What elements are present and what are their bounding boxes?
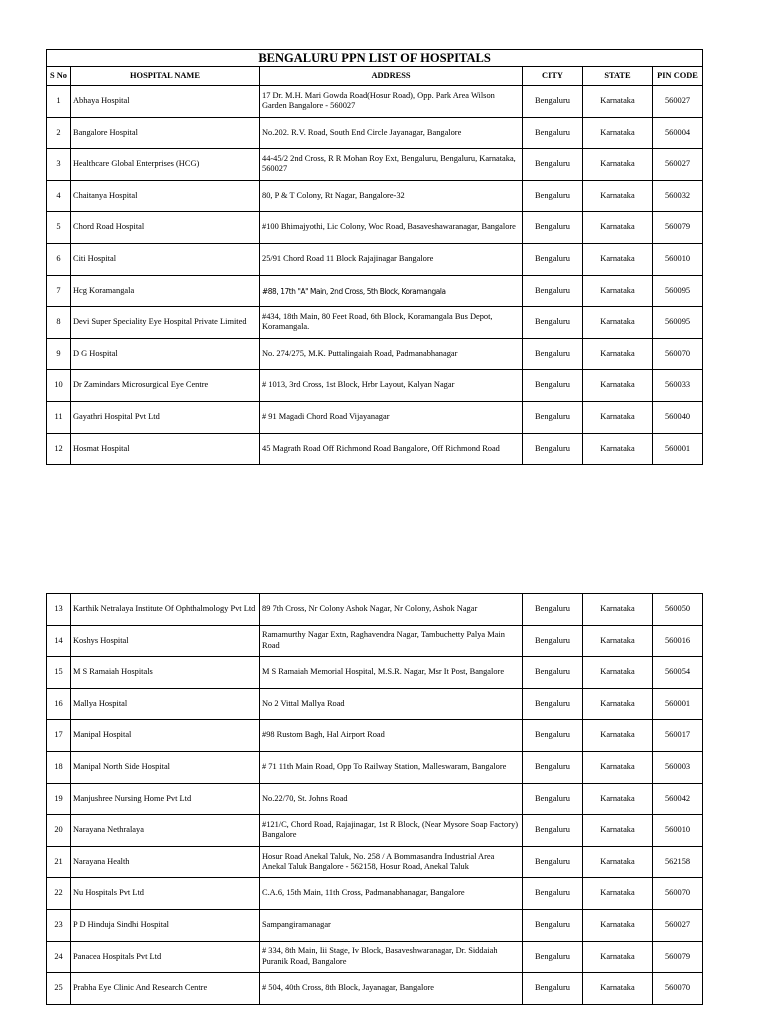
table-row xyxy=(47,625,703,657)
cell-hospital-name: Chord Road Hospital xyxy=(71,212,260,244)
cell-pin-code: 560001 xyxy=(653,433,703,465)
cell-city: Bengaluru xyxy=(523,657,583,689)
cell-state: Karnataka xyxy=(583,625,653,657)
cell-sno: 12 xyxy=(47,433,71,465)
cell-address: C.A.6, 15th Main, 11th Cross, Padmanabhanagar, Bangalore xyxy=(260,878,523,910)
cell-sno: 2 xyxy=(47,117,71,149)
cell-address: Ramamurthy Nagar Extn, Raghavendra Nagar, Tambuchetty Palya Main Road xyxy=(260,625,523,657)
cell-city: Bengaluru xyxy=(523,720,583,752)
cell-sno: 24 xyxy=(47,941,71,973)
cell-pin-code: 560040 xyxy=(653,401,703,433)
cell-pin-code: 560010 xyxy=(653,815,703,847)
cell-hospital-name: D G Hospital xyxy=(71,338,260,370)
cell-hospital-name: Mallya Hospital xyxy=(71,688,260,720)
cell-pin-code: 560050 xyxy=(653,594,703,626)
cell-pin-code: 560070 xyxy=(653,878,703,910)
cell-pin-code: 560004 xyxy=(653,117,703,149)
cell-address: No. 274/275, M.K. Puttalingaiah Road, Padmanabhanagar xyxy=(260,338,523,370)
cell-address: #121/C, Chord Road, Rajajinagar, 1st R Block, (Near Mysore Soap Factory) Bangalore xyxy=(260,815,523,847)
cell-address: 44-45/2 2nd Cross, R R Mohan Roy Ext, Bengaluru, Bengaluru, Karnataka, 560027 xyxy=(260,149,523,181)
cell-hospital-name: Dr Zamindars Microsurgical Eye Centre xyxy=(71,370,260,402)
cell-state: Karnataka xyxy=(583,688,653,720)
cell-hospital-name: Hcg Koramangala xyxy=(71,275,260,307)
cell-pin-code: 560032 xyxy=(653,180,703,212)
table-row xyxy=(47,338,703,370)
cell-address: # 91 Magadi Chord Road Vijayanagar xyxy=(260,401,523,433)
cell-state: Karnataka xyxy=(583,212,653,244)
table-row xyxy=(47,751,703,783)
col-header-address: ADDRESS xyxy=(260,67,523,86)
cell-city: Bengaluru xyxy=(523,212,583,244)
table-row xyxy=(47,815,703,847)
table-row xyxy=(47,878,703,910)
cell-address: M S Ramaiah Memorial Hospital, M.S.R. Nagar, Msr It Post, Bangalore xyxy=(260,657,523,689)
cell-pin-code: 560003 xyxy=(653,751,703,783)
cell-address: #100 Bhimajyothi, Lic Colony, Woc Road, Basaveshawaranagar, Bangalore xyxy=(260,212,523,244)
table-row xyxy=(47,720,703,752)
table-row xyxy=(47,180,703,212)
table-row xyxy=(47,783,703,815)
cell-pin-code: 560016 xyxy=(653,625,703,657)
cell-pin-code: 560027 xyxy=(653,86,703,118)
cell-sno: 17 xyxy=(47,720,71,752)
cell-address: 89 7th Cross, Nr Colony Ashok Nagar, Nr Colony, Ashok Nagar xyxy=(260,594,523,626)
cell-sno: 10 xyxy=(47,370,71,402)
cell-state: Karnataka xyxy=(583,149,653,181)
cell-address: #88, 17th "A" Main, 2nd Cross, 5th Block, Koramangala xyxy=(260,275,523,307)
cell-state: Karnataka xyxy=(583,815,653,847)
cell-address: No.22/70, St. Johns Road xyxy=(260,783,523,815)
cell-sno: 5 xyxy=(47,212,71,244)
table-row xyxy=(47,594,703,626)
cell-sno: 21 xyxy=(47,846,71,878)
col-header-city: CITY xyxy=(523,67,583,86)
cell-hospital-name: Citi Hospital xyxy=(71,243,260,275)
cell-state: Karnataka xyxy=(583,433,653,465)
cell-state: Karnataka xyxy=(583,86,653,118)
cell-address: No 2 Vittal Mallya Road xyxy=(260,688,523,720)
cell-sno: 14 xyxy=(47,625,71,657)
cell-city: Bengaluru xyxy=(523,783,583,815)
cell-hospital-name: Abhaya Hospital xyxy=(71,86,260,118)
cell-state: Karnataka xyxy=(583,401,653,433)
table-row xyxy=(47,433,703,465)
cell-state: Karnataka xyxy=(583,594,653,626)
cell-address: # 71 11th Main Road, Opp To Railway Station, Malleswaram, Bangalore xyxy=(260,751,523,783)
hospital-table-part2 xyxy=(46,593,703,1005)
cell-state: Karnataka xyxy=(583,720,653,752)
cell-city: Bengaluru xyxy=(523,594,583,626)
cell-sno: 16 xyxy=(47,688,71,720)
cell-sno: 1 xyxy=(47,86,71,118)
cell-state: Karnataka xyxy=(583,657,653,689)
cell-pin-code: 560001 xyxy=(653,688,703,720)
cell-city: Bengaluru xyxy=(523,941,583,973)
cell-address: Sampangiramanagar xyxy=(260,909,523,941)
cell-city: Bengaluru xyxy=(523,149,583,181)
cell-sno: 11 xyxy=(47,401,71,433)
cell-address: # 1013, 3rd Cross, 1st Block, Hrbr Layout, Kalyan Nagar xyxy=(260,370,523,402)
cell-state: Karnataka xyxy=(583,878,653,910)
table-row xyxy=(47,307,703,339)
cell-city: Bengaluru xyxy=(523,117,583,149)
col-header-state: STATE xyxy=(583,67,653,86)
cell-hospital-name: Narayana Nethralaya xyxy=(71,815,260,847)
table-row xyxy=(47,86,703,118)
col-header-hospital-name: HOSPITAL NAME xyxy=(71,67,260,86)
cell-hospital-name: Narayana Health xyxy=(71,846,260,878)
cell-city: Bengaluru xyxy=(523,275,583,307)
cell-address: 45 Magrath Road Off Richmond Road Bangalore, Off Richmond Road xyxy=(260,433,523,465)
cell-hospital-name: Koshys Hospital xyxy=(71,625,260,657)
cell-city: Bengaluru xyxy=(523,86,583,118)
table-row xyxy=(47,275,703,307)
cell-hospital-name: Prabha Eye Clinic And Research Centre xyxy=(71,973,260,1005)
cell-sno: 4 xyxy=(47,180,71,212)
cell-state: Karnataka xyxy=(583,117,653,149)
table-row xyxy=(47,909,703,941)
cell-state: Karnataka xyxy=(583,783,653,815)
cell-hospital-name: Manipal Hospital xyxy=(71,720,260,752)
table-row xyxy=(47,657,703,689)
cell-pin-code: 560095 xyxy=(653,275,703,307)
table-row xyxy=(47,117,703,149)
cell-city: Bengaluru xyxy=(523,401,583,433)
col-header-sno: S No xyxy=(47,67,71,86)
cell-city: Bengaluru xyxy=(523,180,583,212)
cell-address: Hosur Road Anekal Taluk, No. 258 / A Bommasandra Industrial Area Anekal Taluk Bangalore - 562158, Hosur Road, Anekal Taluk xyxy=(260,846,523,878)
cell-city: Bengaluru xyxy=(523,243,583,275)
cell-pin-code: 560033 xyxy=(653,370,703,402)
cell-hospital-name: Nu Hospitals Pvt Ltd xyxy=(71,878,260,910)
cell-hospital-name: Panacea Hospitals Pvt Ltd xyxy=(71,941,260,973)
cell-pin-code: 560027 xyxy=(653,149,703,181)
cell-city: Bengaluru xyxy=(523,846,583,878)
table-row xyxy=(47,846,703,878)
cell-hospital-name: P D Hinduja Sindhi Hospital xyxy=(71,909,260,941)
cell-state: Karnataka xyxy=(583,275,653,307)
cell-state: Karnataka xyxy=(583,307,653,339)
table-row xyxy=(47,212,703,244)
cell-sno: 3 xyxy=(47,149,71,181)
cell-address: 80, P & T Colony, Rt Nagar, Bangalore-32 xyxy=(260,180,523,212)
table-row xyxy=(47,941,703,973)
cell-pin-code: 560070 xyxy=(653,973,703,1005)
cell-state: Karnataka xyxy=(583,973,653,1005)
cell-state: Karnataka xyxy=(583,751,653,783)
cell-city: Bengaluru xyxy=(523,625,583,657)
cell-sno: 19 xyxy=(47,783,71,815)
table-row xyxy=(47,973,703,1005)
table-row xyxy=(47,243,703,275)
cell-address: 17 Dr. M.H. Mari Gowda Road(Hosur Road), Opp. Park Area Wilson Garden Bangalore - 560027 xyxy=(260,86,523,118)
cell-pin-code: 560010 xyxy=(653,243,703,275)
page-title: BENGALURU PPN LIST OF HOSPITALS xyxy=(47,50,703,67)
cell-sno: 18 xyxy=(47,751,71,783)
cell-sno: 7 xyxy=(47,275,71,307)
cell-hospital-name: Karthik Netralaya Institute Of Ophthalmology Pvt Ltd xyxy=(71,594,260,626)
cell-pin-code: 560027 xyxy=(653,909,703,941)
cell-pin-code: 560017 xyxy=(653,720,703,752)
cell-address: #98 Rustom Bagh, Hal Airport Road xyxy=(260,720,523,752)
cell-city: Bengaluru xyxy=(523,909,583,941)
cell-hospital-name: Manipal North Side Hospital xyxy=(71,751,260,783)
cell-state: Karnataka xyxy=(583,243,653,275)
table-row xyxy=(47,688,703,720)
table-row xyxy=(47,370,703,402)
cell-hospital-name: Gayathri Hospital Pvt Ltd xyxy=(71,401,260,433)
table-row xyxy=(47,149,703,181)
cell-hospital-name: Healthcare Global Enterprises (HCG) xyxy=(71,149,260,181)
cell-hospital-name: Bangalore Hospital xyxy=(71,117,260,149)
cell-state: Karnataka xyxy=(583,909,653,941)
cell-sno: 8 xyxy=(47,307,71,339)
cell-city: Bengaluru xyxy=(523,433,583,465)
cell-address: # 334, 8th Main, Iii Stage, Iv Block, Basaveshwaranagar, Dr. Siddaiah Puranik Road, Bangalore xyxy=(260,941,523,973)
cell-sno: 6 xyxy=(47,243,71,275)
cell-pin-code: 562158 xyxy=(653,846,703,878)
column-header-row xyxy=(47,67,703,86)
cell-state: Karnataka xyxy=(583,370,653,402)
cell-address: No.202. R.V. Road, South End Circle Jayanagar, Bangalore xyxy=(260,117,523,149)
cell-address: # 504, 40th Cross, 8th Block, Jayanagar, Bangalore xyxy=(260,973,523,1005)
cell-state: Karnataka xyxy=(583,338,653,370)
cell-city: Bengaluru xyxy=(523,751,583,783)
cell-pin-code: 560042 xyxy=(653,783,703,815)
cell-address: #434, 18th Main, 80 Feet Road, 6th Block, Koramangala Bus Depot, Koramangala. xyxy=(260,307,523,339)
cell-hospital-name: Devi Super Speciality Eye Hospital Private Limited xyxy=(71,307,260,339)
cell-sno: 13 xyxy=(47,594,71,626)
cell-pin-code: 560079 xyxy=(653,941,703,973)
cell-state: Karnataka xyxy=(583,941,653,973)
cell-sno: 23 xyxy=(47,909,71,941)
cell-pin-code: 560070 xyxy=(653,338,703,370)
cell-pin-code: 560095 xyxy=(653,307,703,339)
cell-pin-code: 560054 xyxy=(653,657,703,689)
cell-city: Bengaluru xyxy=(523,878,583,910)
cell-hospital-name: Manjushree Nursing Home Pvt Ltd xyxy=(71,783,260,815)
cell-sno: 25 xyxy=(47,973,71,1005)
cell-city: Bengaluru xyxy=(523,815,583,847)
cell-city: Bengaluru xyxy=(523,688,583,720)
hospital-table-part1 xyxy=(46,49,703,465)
cell-sno: 20 xyxy=(47,815,71,847)
cell-sno: 22 xyxy=(47,878,71,910)
cell-hospital-name: Hosmat Hospital xyxy=(71,433,260,465)
cell-hospital-name: M S Ramaiah Hospitals xyxy=(71,657,260,689)
cell-state: Karnataka xyxy=(583,846,653,878)
cell-sno: 15 xyxy=(47,657,71,689)
cell-sno: 9 xyxy=(47,338,71,370)
cell-state: Karnataka xyxy=(583,180,653,212)
table-row xyxy=(47,401,703,433)
cell-address: 25/91 Chord Road 11 Block Rajajinagar Bangalore xyxy=(260,243,523,275)
cell-hospital-name: Chaitanya Hospital xyxy=(71,180,260,212)
cell-city: Bengaluru xyxy=(523,370,583,402)
cell-city: Bengaluru xyxy=(523,973,583,1005)
cell-city: Bengaluru xyxy=(523,338,583,370)
col-header-pin-code: PIN CODE xyxy=(653,67,703,86)
cell-pin-code: 560079 xyxy=(653,212,703,244)
cell-city: Bengaluru xyxy=(523,307,583,339)
